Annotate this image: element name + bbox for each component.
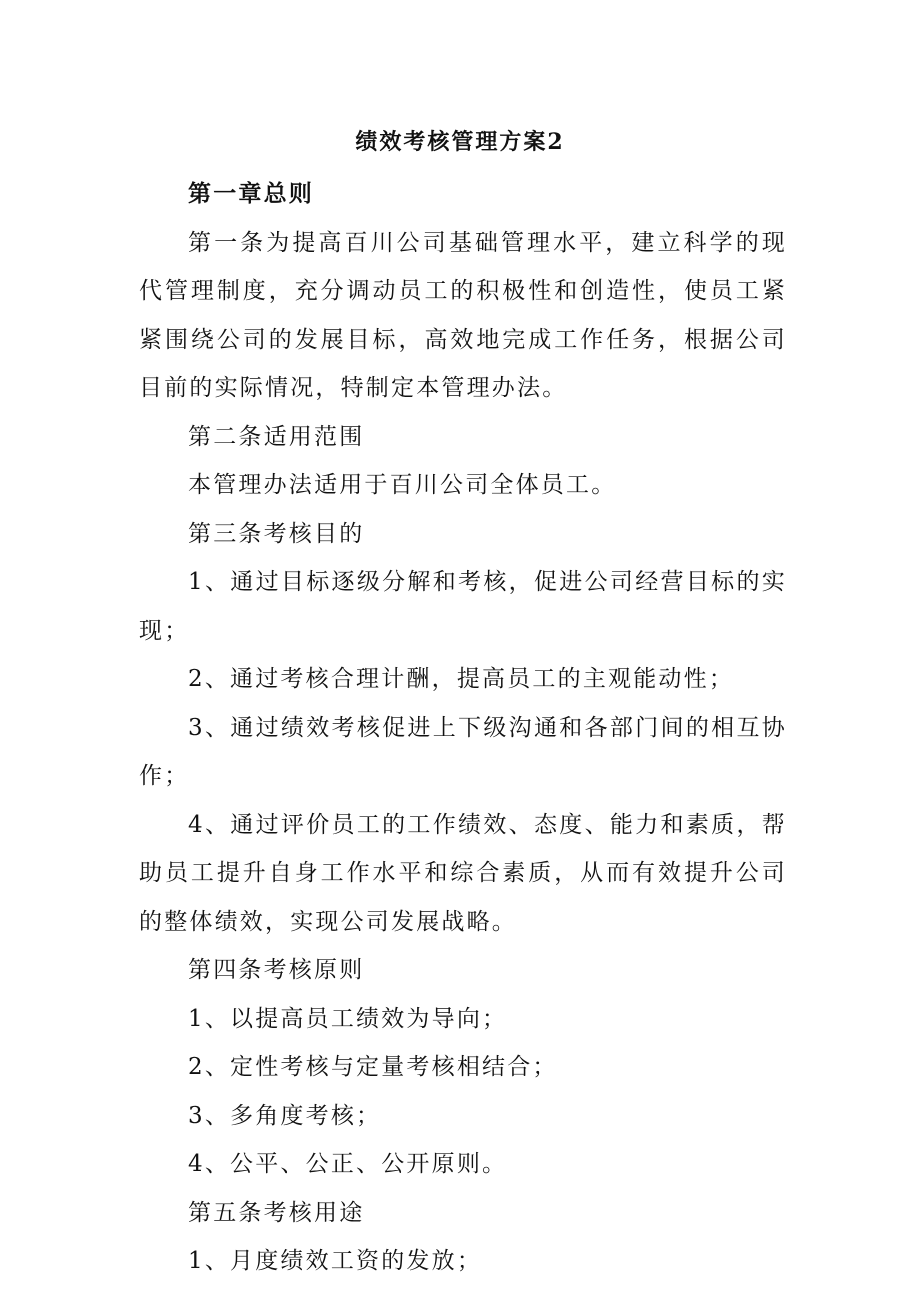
list-item: 4、通过评价员工的工作绩效、态度、能力和素质，帮助员工提升自身工作水平和综合素质，从而有效提升公司的整体绩效，实现公司发展战略。 bbox=[139, 811, 787, 935]
article-3-heading: 第三条考核目的 bbox=[188, 520, 365, 547]
document-body bbox=[139, 170, 787, 1286]
chapter-heading: 第一章总则 bbox=[188, 180, 314, 207]
article-5-heading: 第五条考核用途 bbox=[188, 1199, 365, 1226]
list-item: 1、通过目标逐级分解和考核，促进公司经营目标的实现； bbox=[139, 569, 787, 644]
list-item: 3、通过绩效考核促进上下级沟通和各部门间的相互协作； bbox=[139, 714, 787, 789]
article-2-heading: 第二条适用范围 bbox=[188, 423, 365, 450]
article-4-heading: 第四条考核原则 bbox=[188, 957, 365, 983]
document-title: 绩效考核管理方案2 bbox=[355, 129, 565, 155]
article-1-paragraph: 第一条为提高百川公司基础管理水平，建立科学的现代管理制度，充分调动员工的积极性和创造性，使员工紧紧围绕公司的发展目标，高效地完成工作任务，根据公司目前的实际情况，特制定本管理办法。 bbox=[139, 229, 787, 401]
list-item: 4、公平、公正、公开原则。 bbox=[188, 1151, 508, 1177]
list-item: 1、以提高员工绩效为导向； bbox=[188, 1005, 508, 1032]
list-item: 3、多角度考核； bbox=[188, 1102, 382, 1129]
list-item: 2、定性考核与定量考核相结合； bbox=[188, 1054, 558, 1080]
article-2-paragraph: 本管理办法适用于百川公司全体员工。 bbox=[188, 472, 617, 498]
list-item: 1、月度绩效工资的发放； bbox=[188, 1248, 483, 1274]
list-item: 2、通过考核合理计酬，提高员工的主观能动性； bbox=[188, 666, 735, 692]
